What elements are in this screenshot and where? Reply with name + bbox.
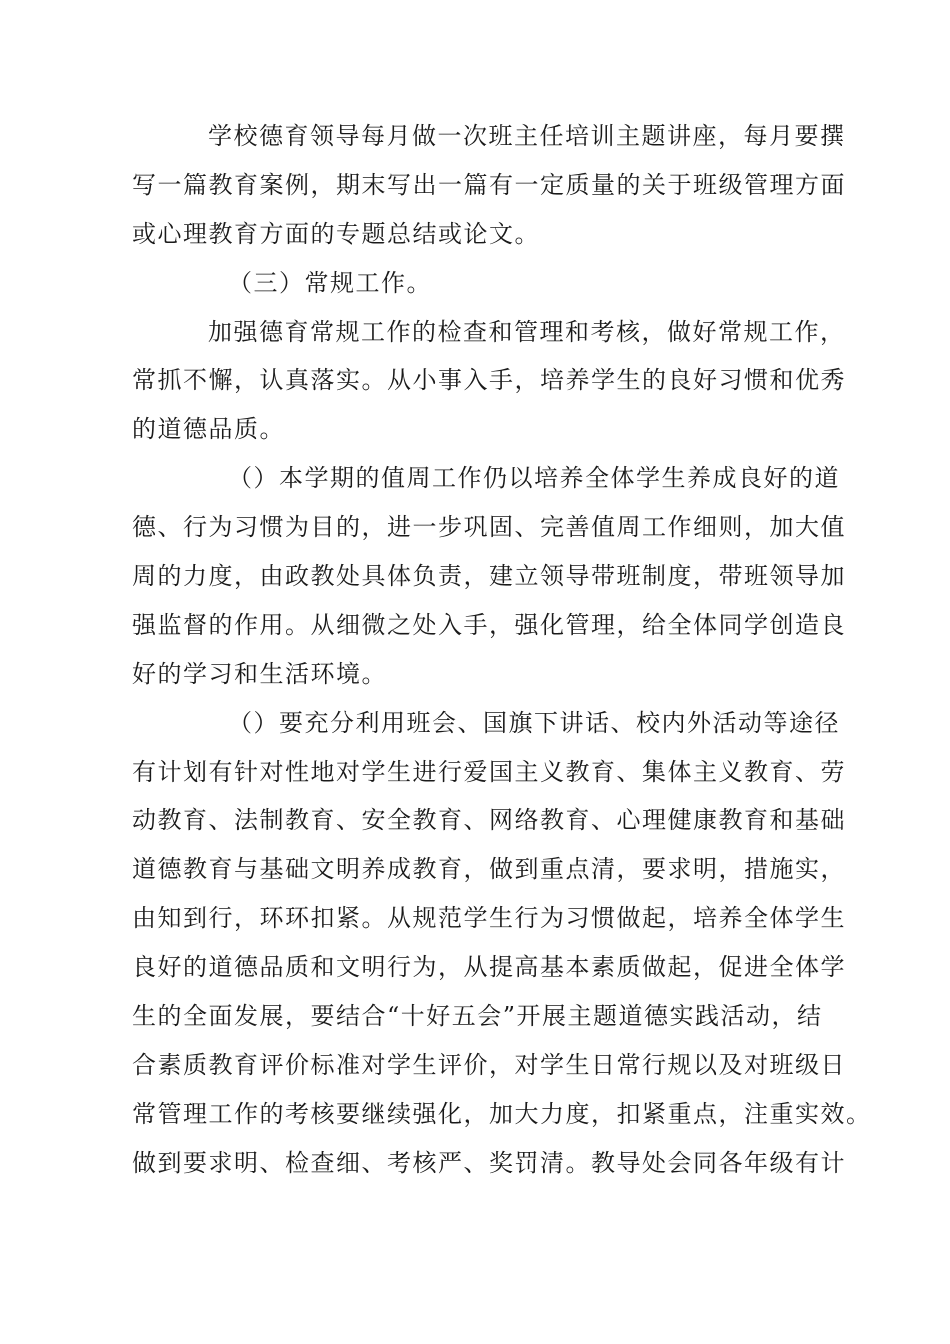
text-line: 合素质教育评价标准对学生评价，对学生日常行规以及对班级日 (132, 1050, 846, 1079)
paragraph-teacher-training (132, 112, 846, 259)
text-line: 由知到行，环环扣紧。从规范学生行为习惯做起，培养全体学生 (132, 904, 846, 933)
text-line: 周的力度，由政教处具体负责，建立领导带班制度，带班领导加 (132, 562, 846, 591)
paragraph-weekly-duty (132, 454, 846, 698)
document-body (132, 112, 872, 1188)
text-line: 做到要求明、检查细、考核严、奖罚清。教导处会同各年级有计 (132, 1148, 846, 1177)
text-line: 好的学习和生活环境。 (132, 659, 387, 688)
text-line: 加强德育常规工作的检查和管理和考核，做好常规工作， (208, 317, 846, 346)
text-line: 生的全面发展，要结合“十好五会”开展主题道德实践活动，结 (132, 1002, 823, 1031)
text-line: 或心理教育方面的专题总结或论文。 (132, 219, 540, 248)
text-line: 学校德育领导每月做一次班主任培训主题讲座，每月要撰 (208, 122, 846, 150)
text-line: 常管理工作的考核要继续强化，加大力度，扣紧重点，注重实效。 (132, 1099, 872, 1128)
text-line: 的道德品质。 (132, 415, 285, 444)
text-line: 道德教育与基础文明养成教育，做到重点清，要求明，措施实， (132, 855, 846, 884)
text-line: 写一篇教育案例，期末写出一篇有一定质量的关于班级管理方面 (132, 170, 846, 199)
section-heading-routine-work (132, 259, 832, 308)
text-line: 德、行为习惯为目的，进一步巩固、完善值周工作细则，加大值 (132, 513, 846, 542)
paragraph-moral-education (132, 699, 872, 1188)
text-line: （）本学期的值周工作仍以培养全体学生养成良好的道 (228, 464, 840, 493)
text-line: 良好的道德品质和文明行为，从提高基本素质做起，促进全体学 (132, 953, 846, 982)
text-line: （）要充分利用班会、国旗下讲话、校内外活动等途径 (228, 708, 840, 737)
text-line: 动教育、法制教育、安全教育、网络教育、心理健康教育和基础 (132, 806, 846, 835)
text-line: 有计划有针对性地对学生进行爱国主义教育、集体主义教育、劳 (132, 757, 846, 786)
text-line: 常抓不懈，认真落实。从小事入手，培养学生的良好习惯和优秀 (132, 366, 846, 395)
section-heading: （三）常规工作。 (228, 268, 432, 297)
paragraph-routine-inspection (132, 308, 846, 455)
text-line: 强监督的作用。从细微之处入手，强化管理，给全体同学创造良 (132, 610, 846, 639)
